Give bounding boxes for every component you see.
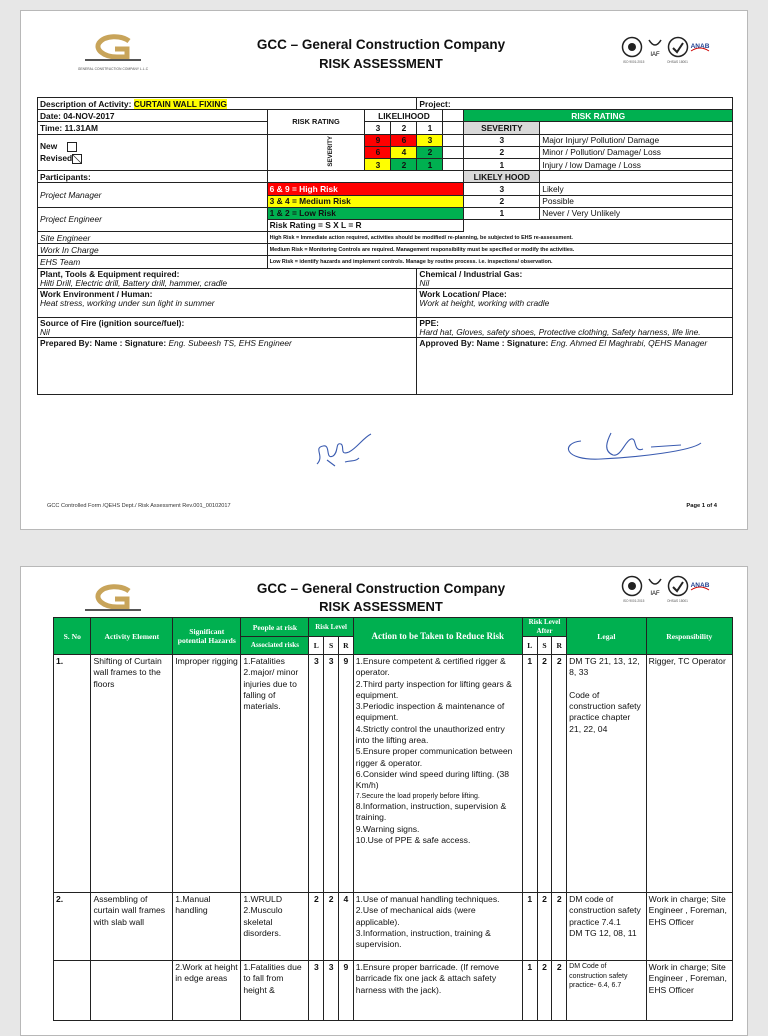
row-l: 3 [309,655,324,893]
matrix-cell: 6 [365,146,391,158]
col-after-s: S [537,637,552,655]
svg-text:IAF: IAF [650,591,660,597]
iaf-cert-icon [644,575,666,597]
matrix-cell: 1 [417,158,443,170]
participant: Project Manager [38,183,268,207]
row-actions [353,655,522,893]
fire-label: Source of Fire (ignition source/fuel): [40,317,185,328]
cert-caption-ohsas: OHSAS 18001 [667,60,688,64]
row-activity: Assembling of curtain wall frames with slab wall [91,893,173,961]
col-assoc: Associated risks [241,637,309,655]
logo-caption: GENERAL CONSTRUCTION COMPANY L.L.C [77,67,149,71]
action-item: 5.Ensure proper communication between rigger & operator. [355,746,513,768]
loc-value: Work at height, working with cradle [419,297,550,308]
row-actions [353,961,522,1021]
row-legal: DM code of construction safety practice 7.4.1 DM TG 12, 08, 11 [567,893,646,961]
revised-label: Revised [40,153,73,164]
row-legal: DM Code of construction safety practice- 6.4, 6.7 [567,961,646,1021]
fire-value: Nil [40,326,50,337]
row-s: 2 [324,893,339,961]
col-risk-after: Risk Level After [522,618,566,637]
row-assoc: 1.Fatalities due to fall from height & [241,961,309,1021]
new-label: New [40,141,58,152]
cert-caption-iso: ISO 9001:2015 [623,60,645,64]
anab-cert-icon [689,575,711,597]
likelihood-label: LIKELIHOOD [365,110,443,122]
likelihood-col-3: 3 [365,122,391,134]
low-risk-legend: 1 & 2 = Low Risk [267,207,464,219]
table-row [54,893,733,961]
certification-logos [621,36,711,70]
cert-caption-iso: ISO 9001:2015 [623,599,645,603]
action-item: 9.Warning signs. [355,823,420,834]
action-item: 8.Information, instruction, supervision & training. [355,801,507,823]
row-l: 3 [309,961,324,1021]
action-item: 1.Use of manual handling techniques. [355,894,500,904]
activity-value: CURTAIN WALL FIXING [133,98,227,109]
loc-label: Work Location/ Place: [419,288,507,299]
row-s: 3 [324,655,339,893]
env-label: Work Environment / Human: [40,288,153,299]
col-l: L [309,637,324,655]
severity-header: SEVERITY [464,122,540,134]
revised-checkbox[interactable] [72,154,82,164]
participant: Project Engineer [38,207,268,231]
matrix-cell: 6 [391,134,417,146]
gcc-logo [63,31,163,73]
certification-logos [621,575,711,609]
likelyhood-header: LIKELY HOOD [464,171,540,183]
ppe-cell [417,317,733,337]
action-item: 1.Ensure proper barricade. (If remove barricade fix one jack & attach safety harness with the jack). [355,962,500,995]
plant-label: Plant, Tools & Equipment required: [40,268,180,279]
ppe-label: PPE: [419,317,439,328]
col-legal: Legal [567,618,646,655]
note-low-risk: Low Risk = identify hazards and implement controls. Manage by routine process. i.e. inspections/ observation. [267,256,732,268]
date-field: Date: 04-NOV-2017 [38,110,268,122]
risk-rating-label: RISK RATING [267,110,365,134]
row-sno [54,961,91,1021]
medium-risk-legend: 3 & 4 = Medium Risk [267,195,464,207]
page-number: Page 1 of 4 [686,503,717,509]
cert-caption-ohsas: OHSAS 18001 [667,599,688,603]
row-hazard: 2.Work at height in edge areas [173,961,241,1021]
svg-text:ANAB: ANAB [690,582,710,589]
table-row [54,961,733,1021]
likelihood-desc: Never / Very Unlikely [540,207,733,219]
row-after-r: 2 [552,961,567,1021]
risk-rating-header: RISK RATING [464,110,733,122]
preparer-signature [305,426,385,472]
prepared-value: Eng. Subeesh TS, EHS Engineer [168,337,292,348]
matrix-cell: 2 [417,146,443,158]
high-risk-legend: 6 & 9 = High Risk [267,183,464,195]
matrix-cell: 9 [365,134,391,146]
plant-cell [38,268,417,288]
likelihood-col-2: 2 [391,122,417,134]
document-title: RISK ASSESSMENT [319,599,443,614]
prepared-label: Prepared By: Name : Signature: [40,337,167,348]
approved-value: Eng. Ahmed El Maghrabi, QEHS Manager [550,337,708,348]
iso-cert-icon [621,575,643,597]
matrix-cell: 3 [417,134,443,146]
chem-cell [417,268,733,288]
row-r: 9 [338,961,353,1021]
approved-label: Approved By: Name : Signature: [419,337,549,348]
row-r: 4 [338,893,353,961]
time-field: Time: 11.31AM [38,122,268,134]
action-item: 2.Use of mechanical aids (were applicable). [355,905,476,927]
env-cell [38,288,417,317]
action-item: 4.Strictly control the unauthorized entry into the lifting area. [355,723,505,746]
note-medium-risk: Medium Risk = Monitoring Controls are required. Management responsibility must be specified or modify the activities. [267,244,732,256]
action-item: 2.Third party inspection for lifting gears & equipment. [355,678,512,700]
row-hazard: Improper rigging [173,655,241,893]
prepared-cell [38,337,417,394]
svg-text:ANAB: ANAB [690,43,710,50]
new-revised-cell [38,134,268,171]
row-s: 3 [324,961,339,1021]
row-hazard: 1.Manual handling [173,893,241,961]
likelihood-desc: Possible [540,195,733,207]
row-assoc: 1.WRULD 2.Musculo skeletal disorders. [241,893,309,961]
anab-cert-icon [689,36,711,58]
chem-label: Chemical / Industrial Gas: [419,268,523,279]
company-name: GCC – General Construction Company [256,37,506,52]
likelihood-number: 3 [464,183,540,195]
table-row [54,655,733,893]
row-activity: Shifting of Curtain wall frames to the floors [91,655,173,893]
matrix-cell: 3 [365,158,391,170]
row-after-s: 2 [537,961,552,1021]
action-item: 3.Information, instruction, training & supervision. [355,927,491,950]
form-footer: GCC Controlled Form /QEHS Dept./ Risk Assessment Rev.001_00102017 [47,503,231,509]
action-item: 3.Periodic inspection & maintenance of equipment. [355,701,505,723]
participants-label: Participants: [38,171,268,183]
likelihood-col-1: 1 [417,122,443,134]
participant: EHS Team [38,256,268,268]
col-r: R [338,637,353,655]
page-header [21,11,747,71]
row-after-l: 1 [522,893,537,961]
severity-number: 3 [464,134,540,146]
ohsas-cert-icon [667,36,689,58]
page-2 [20,566,748,1036]
severity-vertical-label: SEVERITY [327,136,335,167]
col-after-r: R [552,637,567,655]
row-r: 9 [338,655,353,893]
company-name: GCC – General Construction Company [256,581,506,596]
matrix-cell: 4 [391,146,417,158]
row-responsibility: Work in charge; Site Engineer , Foreman, EHS Officer [646,961,732,1021]
col-risk-level: Risk Level [309,618,353,637]
col-people: People at risk [241,618,309,637]
matrix-cell: 2 [391,158,417,170]
col-after-l: L [522,637,537,655]
action-item: 7.Secure the load properly before lifting. [355,792,480,800]
row-sno: 2. [54,893,91,961]
severity-number: 2 [464,146,540,158]
page-1 [20,10,748,530]
col-s: S [324,637,339,655]
document-title: RISK ASSESSMENT [319,56,443,71]
col-activity: Activity Element [91,618,173,655]
iaf-cert-icon [644,36,666,58]
activity-cell [38,98,417,110]
action-item: 1.Ensure competent & certified rigger & operator. [355,656,506,678]
row-actions [353,893,522,961]
participant: Work In Charge [38,244,268,256]
loc-cell [417,288,733,317]
fire-cell [38,317,417,337]
row-after-s: 2 [537,893,552,961]
row-after-r: 2 [552,655,567,893]
row-responsibility: Work in charge; Site Engineer , Foreman, EHS Officer [646,893,732,961]
severity-desc: Major Injury/ Pollution/ Damage [540,134,733,146]
row-after-l: 1 [522,655,537,893]
likelihood-desc: Likely [540,183,733,195]
severity-desc: Minor / Pollution/ Damage/ Loss [540,146,733,158]
likelihood-number: 2 [464,195,540,207]
row-sno: 1. [54,655,91,893]
ohsas-cert-icon [667,575,689,597]
approver-signature [541,421,711,465]
action-item: 10.Use of PPE & safe access. [355,834,471,845]
chem-value: Nil [419,277,430,288]
row-assoc: 1.Fatalities 2.major/ minor injuries due to falling of materials. [241,655,309,893]
risk-formula: Risk Rating = S X L = R [267,219,464,231]
action-item: 6.Consider wind speed during lifting. (38 Km/h) [355,768,510,791]
row-after-r: 2 [552,893,567,961]
severity-desc: Injury / low Damage / Loss [540,158,733,170]
likelihood-number: 1 [464,207,540,219]
row-legal: DM TG 21, 13, 12, 8, 33 Code of construction safety practice chapter 21, 22, 04 [567,655,646,893]
new-checkbox[interactable] [67,142,77,152]
severity-number: 1 [464,158,540,170]
col-sno: S. No [54,618,91,655]
note-high-risk: High Risk = Immediate action required, activities should be modified/ re-planning, be subjected to EHS re-assessment. [267,232,732,244]
plant-value: Hilti Drill, Electric drill, Battery drill, hammer, cradle [40,277,228,288]
env-value: Heat stress, working under sun light in summer [40,297,215,308]
approved-cell [417,337,733,394]
row-responsibility: Rigger, TC Operator [646,655,732,893]
iso-cert-icon [621,36,643,58]
ppe-value: Hard hat, Gloves, safety shoes, Protective clothing, Safety harness, life line. [419,326,701,337]
col-responsibility: Responsibility [646,618,732,655]
col-action: Action to be Taken to Reduce Risk [353,618,522,655]
col-hazards: Significant potential Hazards [173,618,241,655]
risk-form-table [37,97,733,395]
row-after-s: 2 [537,655,552,893]
row-activity [91,961,173,1021]
activity-label: Description of Activity: [40,98,132,109]
row-l: 2 [309,893,324,961]
svg-text:IAF: IAF [650,52,660,58]
hazard-table [53,617,733,1021]
participant: Site Engineer [38,232,268,244]
row-after-l: 1 [522,961,537,1021]
project-label: Project: [417,98,733,110]
